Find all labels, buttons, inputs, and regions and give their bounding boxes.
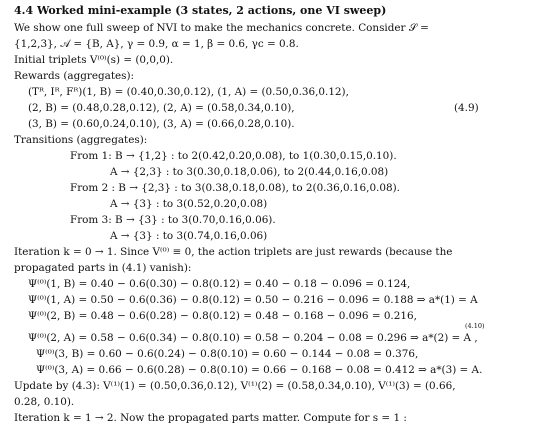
iteration-1-line-1: Iteration k = 0 → 1. Since V⁽⁰⁾ ≡ 0, the action triplets are just rewards (because the (14, 246, 453, 258)
equation-number-4-9: (4.9) (454, 102, 479, 114)
transition-line-1: From 1: B → {1,2} : to 2(0.42,0.20,0.08), to 1(0.30,0.15,0.10). (70, 150, 397, 162)
section-heading: 4.4 Worked mini-example (3 states, 2 actions, one VI sweep) (14, 4, 387, 17)
update-line-1: Update by (4.3): V⁽¹⁾(1) = (0.50,0.36,0.12), V⁽¹⁾(2) = (0.58,0.34,0.10), V⁽¹⁾(3) = (0.66, (14, 380, 456, 392)
transition-line-4: A → {3} : to 3(0.52,0.20,0.08) (110, 198, 268, 210)
equation-number-4-10: (4.10) (465, 322, 485, 330)
psi-line-3: Ψ⁽⁰⁾(2, B) = 0.48 − 0.6(0.28) − 0.8(0.12) = 0.48 − 0.168 − 0.096 = 0.216, (28, 310, 417, 322)
iteration-1-line-2: propagated parts in (4.1) vanish): (14, 262, 192, 274)
transitions-label: Transitions (aggregates): (14, 134, 148, 146)
psi-line-1: Ψ⁽⁰⁾(1, B) = 0.40 − 0.6(0.30) − 0.8(0.12) = 0.40 − 0.18 − 0.096 = 0.124, (28, 278, 411, 290)
update-line-2: 0.28, 0.10). (14, 396, 75, 408)
psi-line-6: Ψ⁽⁰⁾(3, A) = 0.66 − 0.6(0.28) − 0.8(0.10) = 0.66 − 0.168 − 0.08 = 0.412 ⇒ a*(3) = A. (36, 364, 483, 376)
psi-line-4-row (14, 322, 544, 346)
rewards-line-2: (2, B) = (0.48,0.28,0.12), (2, A) = (0.58,0.34,0.10), (28, 102, 295, 114)
psi-line-2: Ψ⁽⁰⁾(1, A) = 0.50 − 0.6(0.36) − 0.8(0.12) = 0.50 − 0.216 − 0.096 = 0.188 ⇒ a*(1) = A (28, 294, 478, 306)
intro-line-2: {1,2,3}, 𝒜 = {B, A}, γ = 0.9, α = 1, β = 0.6, γc = 0.8. (14, 38, 299, 50)
transition-line-3: From 2 : B → {2,3} : to 3(0.38,0.18,0.08), to 2(0.36,0.16,0.08). (70, 182, 400, 194)
psi-line-5: Ψ⁽⁰⁾(3, B) = 0.60 − 0.6(0.24) − 0.8(0.10) = 0.60 − 0.144 − 0.08 = 0.376, (36, 348, 419, 360)
rewards-label: Rewards (aggregates): (14, 70, 135, 82)
rewards-line-3: (3, B) = (0.60,0.24,0.10), (3, A) = (0.66,0.28,0.10). (28, 118, 295, 130)
rewards-line-1: (Tᴿ, Iᴿ, Fᴿ)(1, B) = (0.40,0.30,0.12), (1, A) = (0.50,0.36,0.12), (28, 86, 349, 98)
transition-line-5: From 3: B → {3} : to 3(0.70,0.16,0.06). (70, 214, 276, 226)
transition-line-6: A → {3} : to 3(0.74,0.16,0.06) (110, 230, 268, 242)
intro-line-1: We show one full sweep of NVI to make the mechanics concrete. Consider 𝒮 = (14, 22, 429, 34)
iteration-2-line: Iteration k = 1 → 2. Now the propagated parts matter. Compute for s = 1 : (14, 412, 407, 424)
psi-line-4: Ψ⁽⁰⁾(2, A) = 0.58 − 0.6(0.34) − 0.8(0.10) = 0.58 − 0.204 − 0.08 = 0.296 ⇒ a*(2) = A , (28, 332, 478, 344)
document-page (14, 3, 544, 426)
initial-triplets: Initial triplets V⁽⁰⁾(s) = (0,0,0). (14, 54, 174, 66)
transition-line-2: A → {2,3} : to 3(0.30,0.18,0.06), to 2(0.44,0.16,0.08) (110, 166, 389, 178)
rewards-line-2-row (14, 100, 544, 116)
